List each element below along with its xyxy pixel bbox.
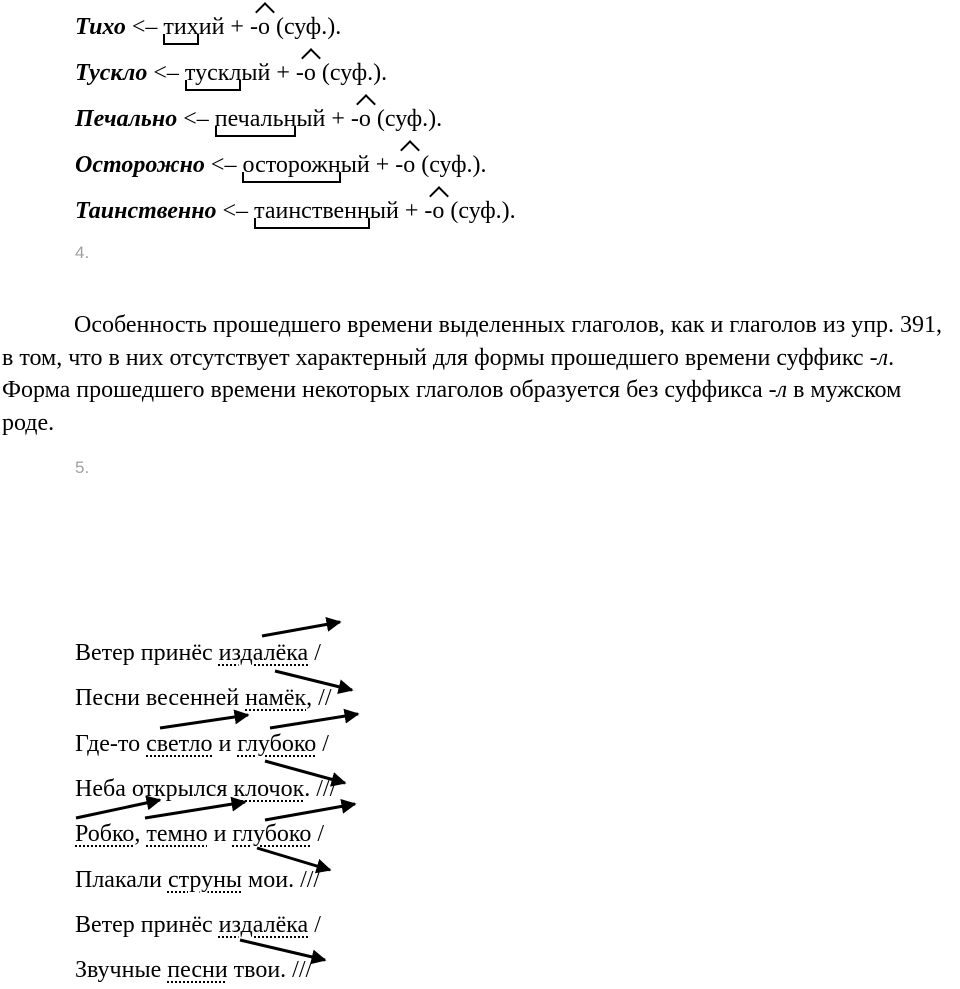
poem-text: Звучные (75, 957, 168, 983)
poem-text: / (308, 640, 321, 666)
adverb: песни (167, 957, 228, 983)
section-paragraph (2, 309, 952, 439)
suffix: о (403, 152, 416, 178)
adverb: издалёка (218, 640, 309, 666)
plus-sign: + - (224, 14, 258, 40)
dependency-arrow (145, 802, 245, 818)
derivation-arrow: <– (131, 14, 158, 40)
dependency-arrow (262, 622, 340, 636)
suffix-italic: -л (869, 344, 889, 371)
derived-word: Тускло (75, 60, 148, 86)
poem-text: / (308, 912, 321, 938)
poem-text: Ветер принёс (75, 640, 219, 666)
word-ending: ий (198, 14, 225, 40)
word-ending: ый (340, 152, 370, 178)
poem-text: твои. /// (227, 957, 313, 983)
paragraph-text: Особенность прошедшего времени выделенных глаголов, как и глаголов из упр. 391, в том, что в них отсутствует характерный для формы прошедшего времени суффикс (2, 312, 943, 371)
poem-text: / (316, 731, 329, 757)
word-stem: тих (163, 14, 199, 40)
poem-line (75, 955, 312, 985)
word-ending: ый (241, 60, 271, 86)
adverb: глубоко (232, 821, 312, 847)
poem-line (75, 638, 321, 668)
derived-word: Осторожно (75, 152, 205, 178)
word-stem: таинственн (254, 198, 370, 224)
poem-text: и (207, 821, 233, 847)
section-number: 5. (75, 458, 90, 477)
poem-text: / (311, 821, 325, 847)
suffix: о (303, 60, 316, 86)
poem-line (75, 774, 336, 804)
derivation-line (75, 196, 516, 226)
word-ending: ый (369, 198, 399, 224)
suffix-note: (суф.). (315, 60, 388, 86)
suffix-italic: -л (768, 377, 788, 403)
derivation-line (75, 104, 442, 134)
word-stem: тускл (184, 60, 242, 86)
adverb: намёк (245, 685, 307, 711)
poem-text: Плакали (75, 867, 168, 893)
derivation-arrow: <– (183, 106, 209, 132)
poem-line (75, 729, 329, 759)
derived-word: Тихо (75, 14, 126, 40)
poem-text: Где-то (75, 731, 147, 757)
derivation-arrow: <– (222, 198, 249, 224)
plus-sign: + - (398, 198, 433, 224)
derivation-line (75, 150, 487, 180)
poem-text: Ветер принёс (75, 912, 219, 938)
plus-sign: + - (270, 60, 304, 86)
poem-text: . /// (304, 776, 337, 802)
poem-text: Песни весенней (75, 685, 246, 711)
dependency-arrow (265, 804, 355, 820)
derived-word: Печально (75, 106, 178, 132)
derivation-line (75, 58, 387, 88)
paragraph-text: в мужском роде. (2, 377, 902, 436)
poem-line (75, 865, 320, 895)
paragraph-text: . Форма прошедшего времени некоторых глаголов образуется без суффикса (2, 344, 895, 403)
poem-text: , // (306, 685, 332, 711)
adverb: светло (146, 731, 213, 757)
suffix-note: (суф.). (370, 106, 443, 132)
plus-sign: + - (369, 152, 404, 178)
adverb: Робко (75, 821, 135, 847)
dependency-arrow (160, 715, 248, 728)
derivation-line (75, 12, 341, 42)
word-stem: печальн (214, 106, 297, 132)
suffix-note: (суф.). (444, 198, 516, 224)
adverb: издалёка (218, 912, 309, 938)
derivation-arrow: <– (153, 60, 179, 86)
derived-word: Таинственно (75, 198, 217, 224)
poem-text: и (212, 731, 238, 757)
word-stem: осторожн (242, 152, 341, 178)
poem-text: Неба открылся (75, 776, 234, 802)
plus-sign: + - (325, 106, 359, 132)
word-ending: ый (296, 106, 326, 132)
suffix-note: (суф.). (415, 152, 487, 178)
suffix: о (432, 198, 445, 224)
adverb: глубоко (237, 731, 317, 757)
suffix: о (358, 106, 371, 132)
suffix: о (257, 14, 270, 40)
poem-text: мои. /// (242, 867, 321, 893)
poem-text: , (134, 821, 147, 847)
poem-line (75, 819, 324, 849)
adverb: клочок (233, 776, 305, 802)
section-number: 4. (75, 243, 90, 262)
suffix-note: (суф.). (269, 14, 342, 40)
adverb: темно (146, 821, 208, 847)
derivation-arrow: <– (210, 152, 237, 178)
dependency-arrow (270, 714, 358, 728)
poem-line (75, 683, 332, 713)
adverb: струны (167, 867, 243, 893)
poem-line (75, 910, 321, 940)
